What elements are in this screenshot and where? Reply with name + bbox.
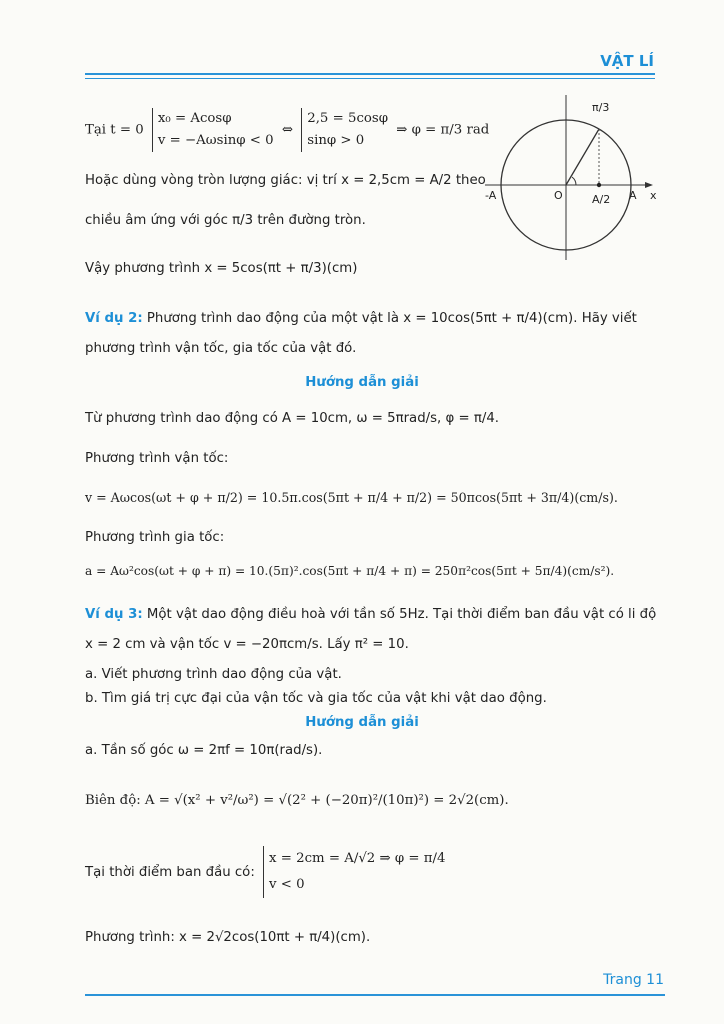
example-label: Ví dụ 2:	[85, 311, 143, 326]
half-a-label: A/2	[592, 193, 611, 206]
final-equation: Phương trình: x = 2√2cos(10πt + π/4)(cm).	[85, 930, 371, 945]
radius-vector	[566, 129, 599, 185]
section-heading: Hướng dẫn giải	[305, 715, 419, 730]
text-line: Vậy phương trình x = 5cos(πt + π/3)(cm)	[85, 261, 358, 276]
equiv-symbol: ⇔	[281, 122, 294, 138]
velocity-equation: v = Aωcos(ωt + φ + π/2) = 10.5π.cos(5πt + π/4 + π/2) = 50πcos(5πt + 3π/4)(cm/s).	[85, 490, 618, 505]
text-line: Từ phương trình dao động có A = 10cm, ω = 5πrad/s, φ = π/4.	[85, 411, 500, 426]
page-number: Trang 11	[603, 972, 664, 988]
angle-label: π/3	[592, 101, 610, 114]
eq: x₀ = Acosφ	[157, 111, 232, 126]
footer-rule	[85, 994, 665, 996]
eq: 2,5 = 5cosφ	[307, 111, 389, 126]
pos-a-label: A	[629, 189, 637, 202]
subject-header: VẬT LÍ	[600, 52, 654, 70]
text-line: chiều âm ứng với góc π/3 trên đường tròn.	[85, 213, 366, 228]
question-a: a. Viết phương trình dao động của vật.	[85, 667, 342, 682]
eq: v = −Aωsinφ < 0	[157, 133, 274, 148]
angle-arc	[572, 177, 576, 185]
amplitude-equation: Biên độ: A = √(x² + v²/ω²) = √(2² + (−20π)²/(10π)²) = 2√2(cm).	[85, 793, 509, 808]
text-line: Phương trình gia tốc:	[85, 530, 225, 545]
acceleration-equation: a = Aω²cos(ωt + φ + π) = 10.(5π)².cos(5πt + π/4 + π) = 250π²cos(5πt + 5π/4)(cm/s²).	[85, 564, 615, 578]
text: Tại thời điểm ban đầu có:	[85, 865, 255, 880]
example-text: Một vật dao động điều hoà với tần số 5Hz. Tại thời điểm ban đầu vật có li độ	[142, 607, 657, 622]
origin-label: O	[554, 189, 563, 202]
eq: sinφ > 0	[307, 133, 365, 148]
text-line: a. Tần số góc ω = 2πf = 10π(rad/s).	[85, 743, 323, 758]
example-3	[85, 606, 656, 624]
result: ⇒ φ = π/3 rad	[396, 122, 490, 138]
text: Tại t = 0	[85, 122, 144, 138]
section-heading: Hướng dẫn giải	[305, 375, 419, 390]
neg-a-label: -A	[485, 189, 497, 202]
trig-circle-diagram	[480, 85, 700, 265]
header-rule-thin	[85, 78, 655, 79]
question-b: b. Tìm giá trị cực đại của vận tốc và gia tốc của vật khi vật dao động.	[85, 691, 547, 706]
system-2	[301, 108, 388, 152]
system-1	[152, 108, 274, 152]
text-line: x = 2 cm và vận tốc v = −20πcm/s. Lấy π² = 10.	[85, 637, 409, 652]
x-axis-arrow	[645, 182, 653, 188]
initial-state	[85, 846, 449, 898]
initial-condition-line	[85, 108, 489, 152]
text-line: Hoặc dùng vòng tròn lượng giác: vị trí x = 2,5cm = A/2 theo	[85, 173, 486, 188]
header-rule	[85, 73, 655, 75]
projection-point	[597, 183, 601, 187]
eq: v < 0	[269, 877, 305, 892]
text-line: Phương trình vận tốc:	[85, 451, 229, 466]
example-2	[85, 310, 637, 328]
example-label: Ví dụ 3:	[85, 607, 143, 622]
example-text: Phương trình dao động của một vật là x = 10cos(5πt + π/4)(cm). Hãy viết	[142, 311, 637, 326]
eq: x = 2cm = A/√2 ⇒ φ = π/4	[269, 851, 446, 866]
system	[263, 846, 445, 898]
text-line: phương trình vận tốc, gia tốc của vật đó.	[85, 341, 357, 356]
x-label: x	[650, 189, 657, 202]
